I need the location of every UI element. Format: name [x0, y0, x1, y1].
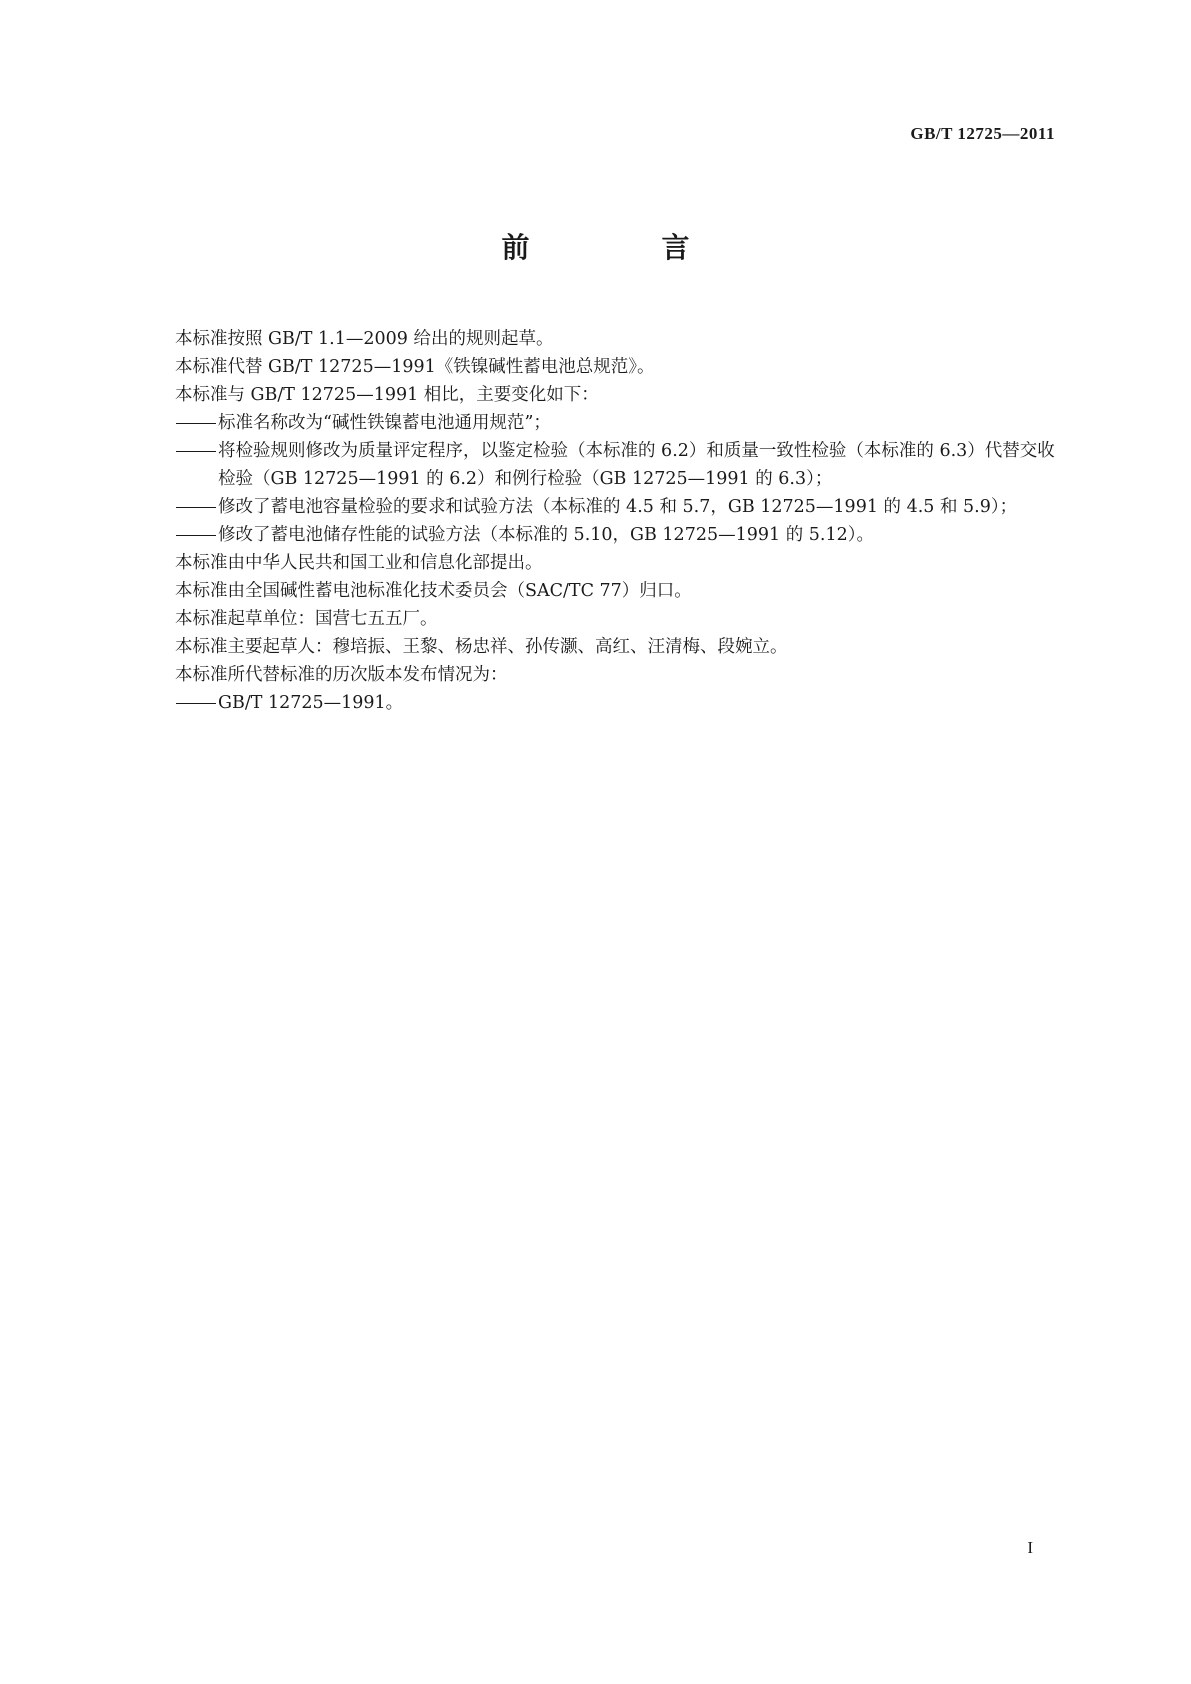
statement-drafters: 本标准主要起草人：穆培振、王黎、杨忠祥、孙传灏、高红、汪清梅、段婉立。	[175, 637, 788, 657]
history-item	[175, 689, 1055, 717]
change-item	[175, 521, 1055, 549]
statement-proposed-by: 本标准由中华人民共和国工业和信息化部提出。	[175, 553, 543, 573]
change-item-text: 修改了蓄电池储存性能的试验方法（本标准的 5.10，GB 12725—1991 的 5.12）。	[218, 525, 874, 545]
paragraph-changes-intro: 本标准与 GB/T 12725—1991 相比，主要变化如下：	[175, 385, 599, 405]
statement-history-intro: 本标准所代替标准的历次版本发布情况为：	[175, 665, 508, 685]
change-item-text: 将检验规则修改为质量评定程序，以鉴定检验（本标准的 6.2）和质量一致性检验（本标准的 6.3）代替交收检验（GB 12725—1991 的 6.2）和例行检验（GB 12725—1991 的 6.3）；	[218, 441, 1055, 489]
change-item	[175, 409, 1055, 437]
paragraph-drafting-rules: 本标准按照 GB/T 1.1—2009 给出的规则起草。	[175, 329, 554, 349]
change-item-text: 修改了蓄电池容量检验的要求和试验方法（本标准的 4.5 和 5.7，GB 12725—1991 的 4.5 和 5.9）；	[218, 497, 1018, 517]
history-item-text: GB/T 12725—1991。	[218, 693, 404, 713]
statement-centralized-by: 本标准由全国碱性蓄电池标准化技术委员会（SAC/TC 77）归口。	[175, 581, 692, 601]
change-item	[175, 493, 1055, 521]
page-number: I	[1027, 1538, 1033, 1557]
foreword-body	[175, 325, 1055, 717]
change-item	[175, 437, 1055, 493]
change-item-text: 标准名称改为“碱性铁镍蓄电池通用规范”；	[218, 413, 551, 433]
page-title: 前 言	[501, 231, 742, 264]
statement-drafting-unit: 本标准起草单位：国营七五五厂。	[175, 609, 438, 629]
standard-code: GB/T 12725—2011	[910, 124, 1055, 143]
paragraph-replaces: 本标准代替 GB/T 12725—1991《铁镍碱性蓄电池总规范》。	[175, 357, 655, 377]
